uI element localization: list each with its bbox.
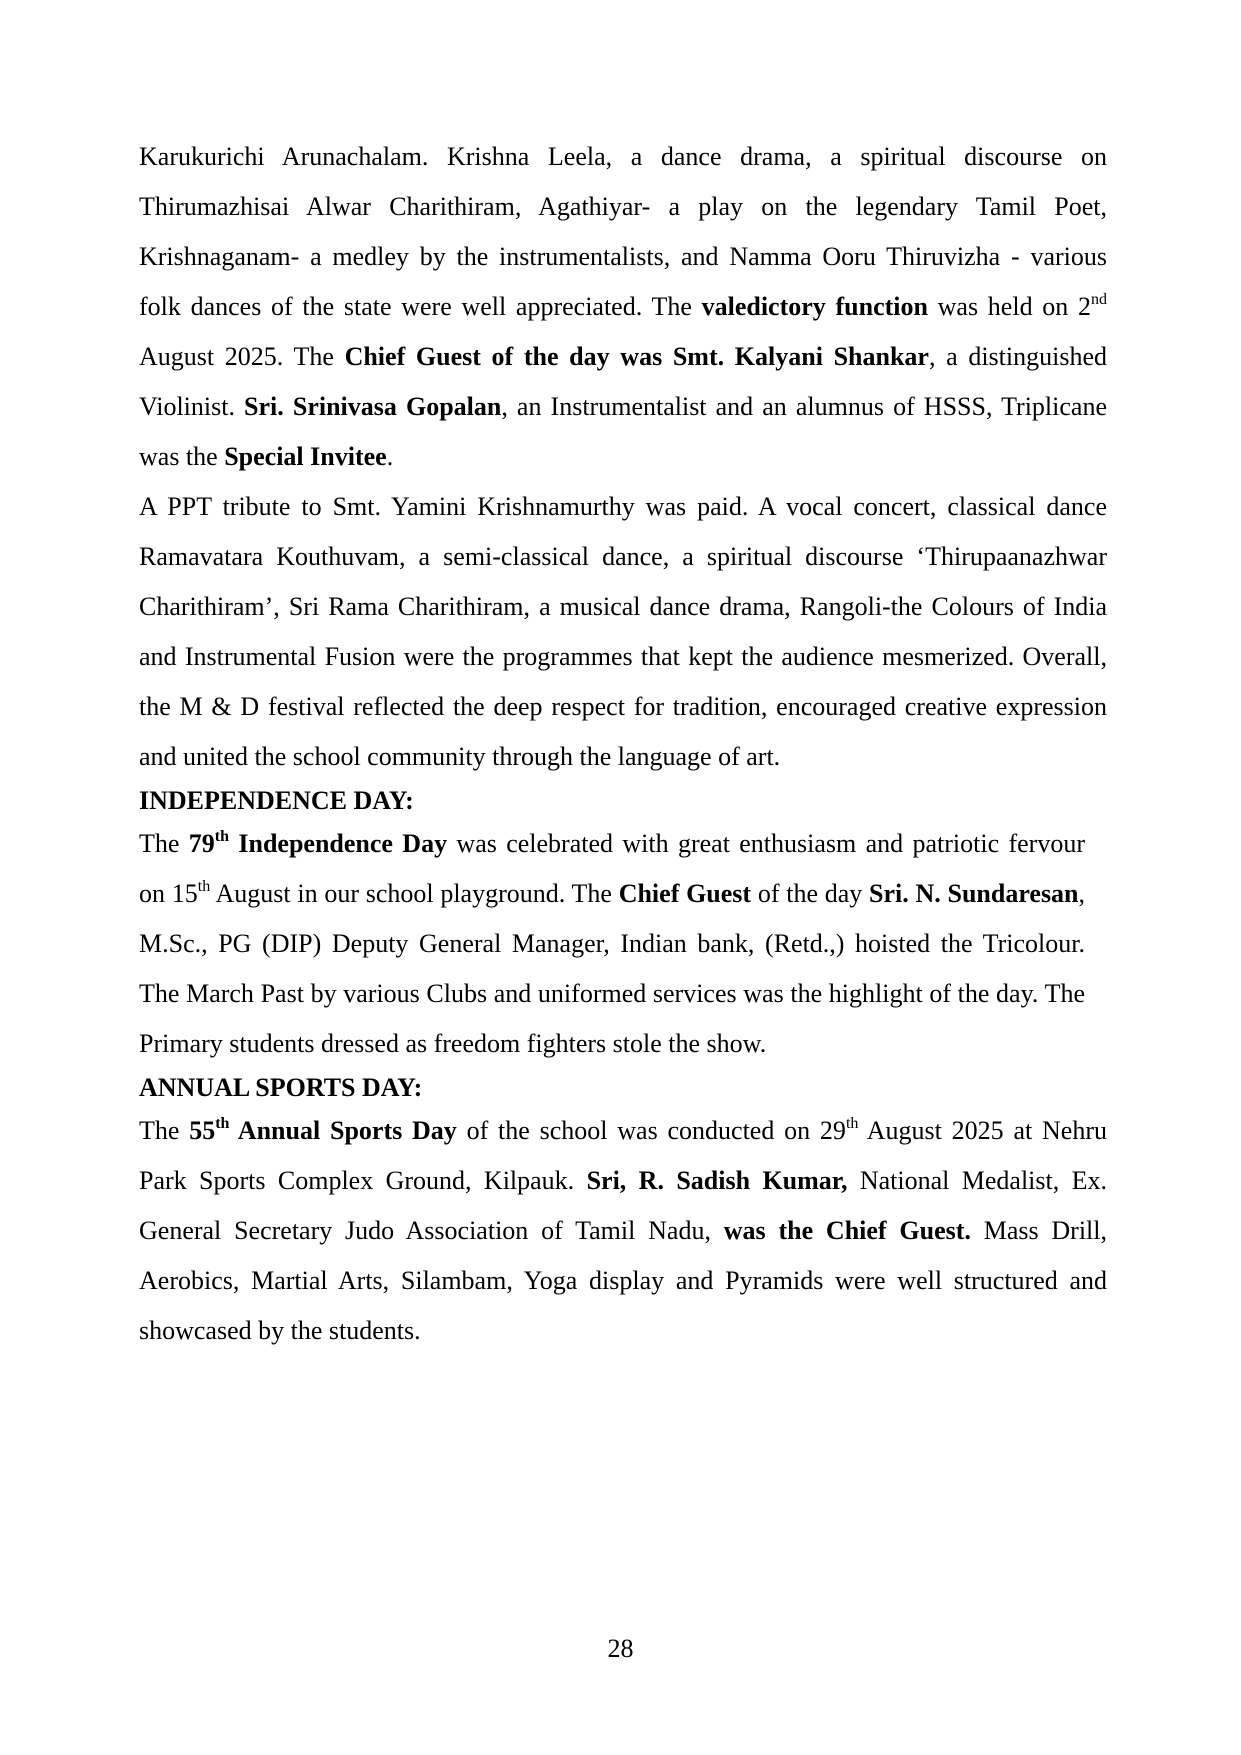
text-run: The (139, 829, 189, 858)
independence-day-heading: INDEPENDENCE DAY: (139, 786, 414, 815)
independence-day-paragraph (139, 819, 1085, 1069)
superscript: nd (1090, 291, 1107, 309)
page-number: 28 (607, 1634, 634, 1663)
superscript (215, 828, 229, 845)
text-run: August in our school playground. The (210, 879, 619, 908)
bold-run: Chief Guest (618, 879, 752, 908)
ppt-tribute-paragraph: A PPT tribute to Smt. Yamini Krishnamurthy was paid. A vocal concert, classical dance Ramavatara Kouthuvam, a semi-classical dance, a spiritual discourse ‘Thirupaanazhwar Charithiram’, Sri Rama Charithiram, a musical dance drama, Rangoli-the Colours of India and Instrumental Fusion were the programmes that kept the audience mesmerized. Overall, the M & D festival reflected the deep respect for tradition, encouraged creative expression and united the school community through the language of art. (139, 492, 1107, 771)
annual-sports-day-heading: ANNUAL SPORTS DAY: (139, 1073, 423, 1102)
bold-run: Sri. Srinivasa Gopalan (244, 392, 502, 421)
bold-run: Independence Day (229, 829, 448, 858)
text-run: National Medalist, Ex. General Secretary Judo Association of Tamil Nadu, (139, 1166, 1108, 1245)
text-run: August 2025 at Nehru Park Sports Complex Ground, Kilpauk. (139, 1116, 1107, 1195)
bold-run: valedictory function (701, 292, 928, 321)
text-run: of the day (751, 879, 870, 908)
superscript: th (197, 878, 211, 896)
bold-run: Sri, R. Sadish Kumar, (586, 1166, 848, 1195)
bold-run: Chief Guest of the day was Smt. Kalyani Shankar (344, 342, 929, 371)
superscript: th (845, 1115, 859, 1133)
music-dance-festival-paragraph (139, 132, 1107, 482)
text-run: , an Instrumentalist and an alumnus of HSSS, Triplicane was the (139, 392, 1107, 471)
page-content (139, 132, 1107, 1356)
annual-sports-day-paragraph (139, 1106, 1107, 1356)
bold-run: th (214, 828, 230, 846)
text-run: was celebrated with great enthusiasm and patriotic fervour on 15 (139, 829, 1085, 908)
text-run: August 2025. The (139, 342, 345, 371)
bold-run: Annual Sports Day (229, 1116, 457, 1145)
bold-run: th (215, 1115, 230, 1133)
bold-run: 79 (188, 829, 215, 858)
bold-run: 55 (189, 1116, 216, 1145)
text-run: , M.Sc., PG (DIP) Deputy General Manager, Indian bank, (Retd.,) hoisted the Tricolour. The March Past by various Clubs and uniformed services was the highlight of the day. The Primary students dressed as freedom fighters stole the show. (139, 879, 1086, 1058)
bold-run: Sri. N. Sundaresan (869, 879, 1079, 908)
text-run: Karukurichi Arunachalam. Krishna Leela, a dance drama, a spiritual discourse on Thirumazhisai Alwar Charithiram, Agathiyar- a play on the legendary Tamil Poet, Krishnaganam- a medley by the instrumentalists, and Namma Ooru Thiruvizha - various folk dances of the state were well appreciated. The (139, 142, 1107, 321)
text-run: of the school was conducted on 29 (456, 1116, 846, 1145)
text-run: was held on 2 (927, 292, 1091, 321)
superscript (215, 1115, 229, 1132)
text-run: , a distinguished Violinist. (139, 342, 1107, 421)
text-run: The (139, 1116, 190, 1145)
bold-run: Special Invitee (224, 442, 387, 471)
text-run: . (386, 442, 394, 471)
text-run: Mass Drill, Aerobics, Martial Arts, Silambam, Yoga display and Pyramids were well structured and showcased by the students. (139, 1216, 1108, 1345)
bold-run: was the Chief Guest. (723, 1216, 971, 1245)
